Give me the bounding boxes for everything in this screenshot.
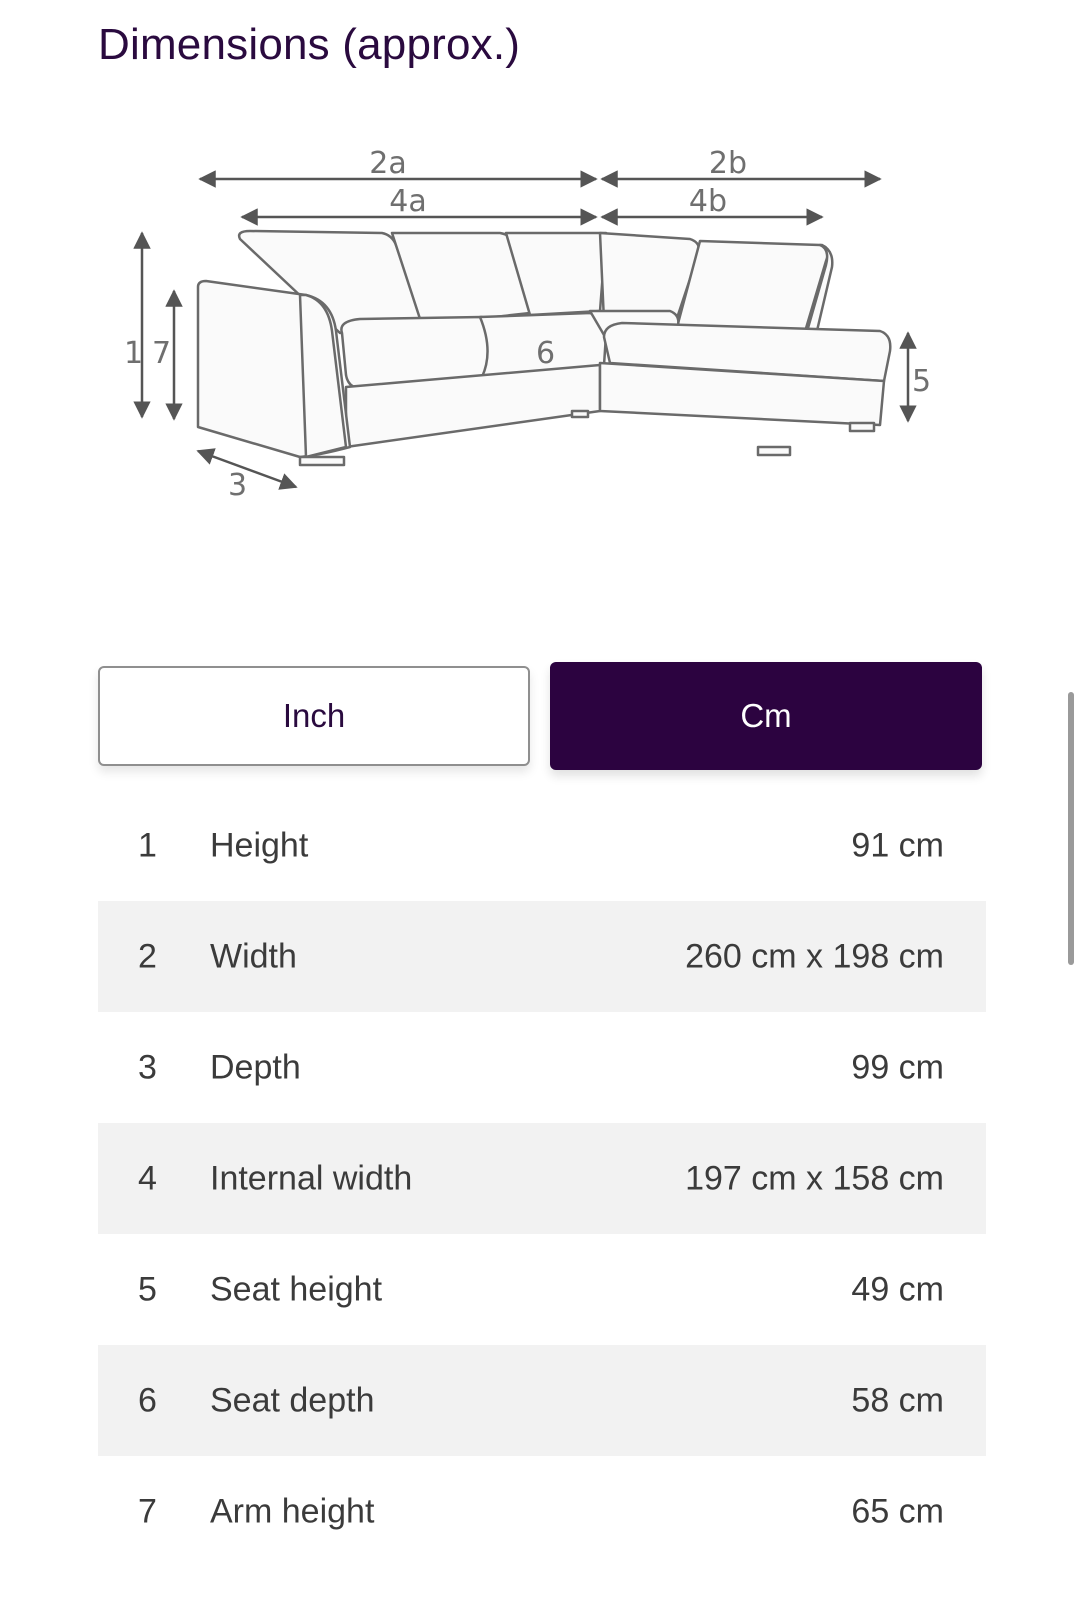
dimension-row-seat-height — [98, 1234, 986, 1345]
dimension-name: Depth — [210, 1048, 301, 1086]
unit-toggle — [98, 662, 988, 772]
dimension-name: Height — [210, 826, 309, 864]
diagram-label-2a: 2a — [369, 146, 407, 181]
dimension-value: 197 cm x 158 cm — [685, 1159, 944, 1197]
dimension-number: 5 — [138, 1270, 157, 1308]
dimension-value: 58 cm — [851, 1381, 944, 1419]
diagram-label-6: 6 — [536, 336, 556, 371]
cm-button[interactable]: Cm — [550, 662, 982, 770]
dimension-row-depth — [98, 1012, 986, 1123]
dimension-name: Seat height — [210, 1270, 383, 1308]
dimension-value: 99 cm — [851, 1048, 944, 1086]
dimension-row-seat-depth — [98, 1345, 986, 1456]
diagram-label-7: 7 — [152, 336, 172, 371]
diagram-label-4b: 4b — [688, 184, 728, 219]
sofa-diagram-svg — [110, 135, 960, 525]
dimension-number: 3 — [138, 1048, 157, 1086]
dimension-number: 4 — [138, 1159, 157, 1197]
dimension-number: 2 — [138, 937, 157, 975]
dimension-row-width — [98, 901, 986, 1012]
dimensions-table — [98, 790, 986, 1567]
dimension-name: Width — [210, 937, 297, 975]
dimension-number: 7 — [138, 1492, 157, 1530]
dimension-name: Internal width — [210, 1159, 413, 1197]
dimension-value: 65 cm — [851, 1492, 944, 1530]
dimension-value: 49 cm — [851, 1270, 944, 1308]
inch-button[interactable]: Inch — [98, 666, 530, 766]
dimension-name: Seat depth — [210, 1381, 375, 1419]
dimension-number: 1 — [138, 826, 157, 864]
scrollbar[interactable] — [1068, 692, 1074, 965]
diagram-label-1: 1 — [124, 336, 144, 371]
dimension-row-internal-width — [98, 1123, 986, 1234]
page-title: Dimensions (approx.) — [98, 20, 521, 69]
diagram-label-3: 3 — [228, 468, 248, 503]
dimension-row-height — [98, 790, 986, 901]
diagram-label-5: 5 — [912, 364, 932, 399]
dimension-name: Arm height — [210, 1492, 375, 1530]
sofa-dimensions-diagram — [110, 135, 960, 525]
dimension-value: 260 cm x 198 cm — [685, 937, 944, 975]
dimension-row-arm-height — [98, 1456, 986, 1567]
dimension-value: 91 cm — [851, 826, 944, 864]
dimension-number: 6 — [138, 1381, 157, 1419]
diagram-label-4a: 4a — [389, 184, 427, 219]
diagram-label-2b: 2b — [708, 146, 748, 181]
